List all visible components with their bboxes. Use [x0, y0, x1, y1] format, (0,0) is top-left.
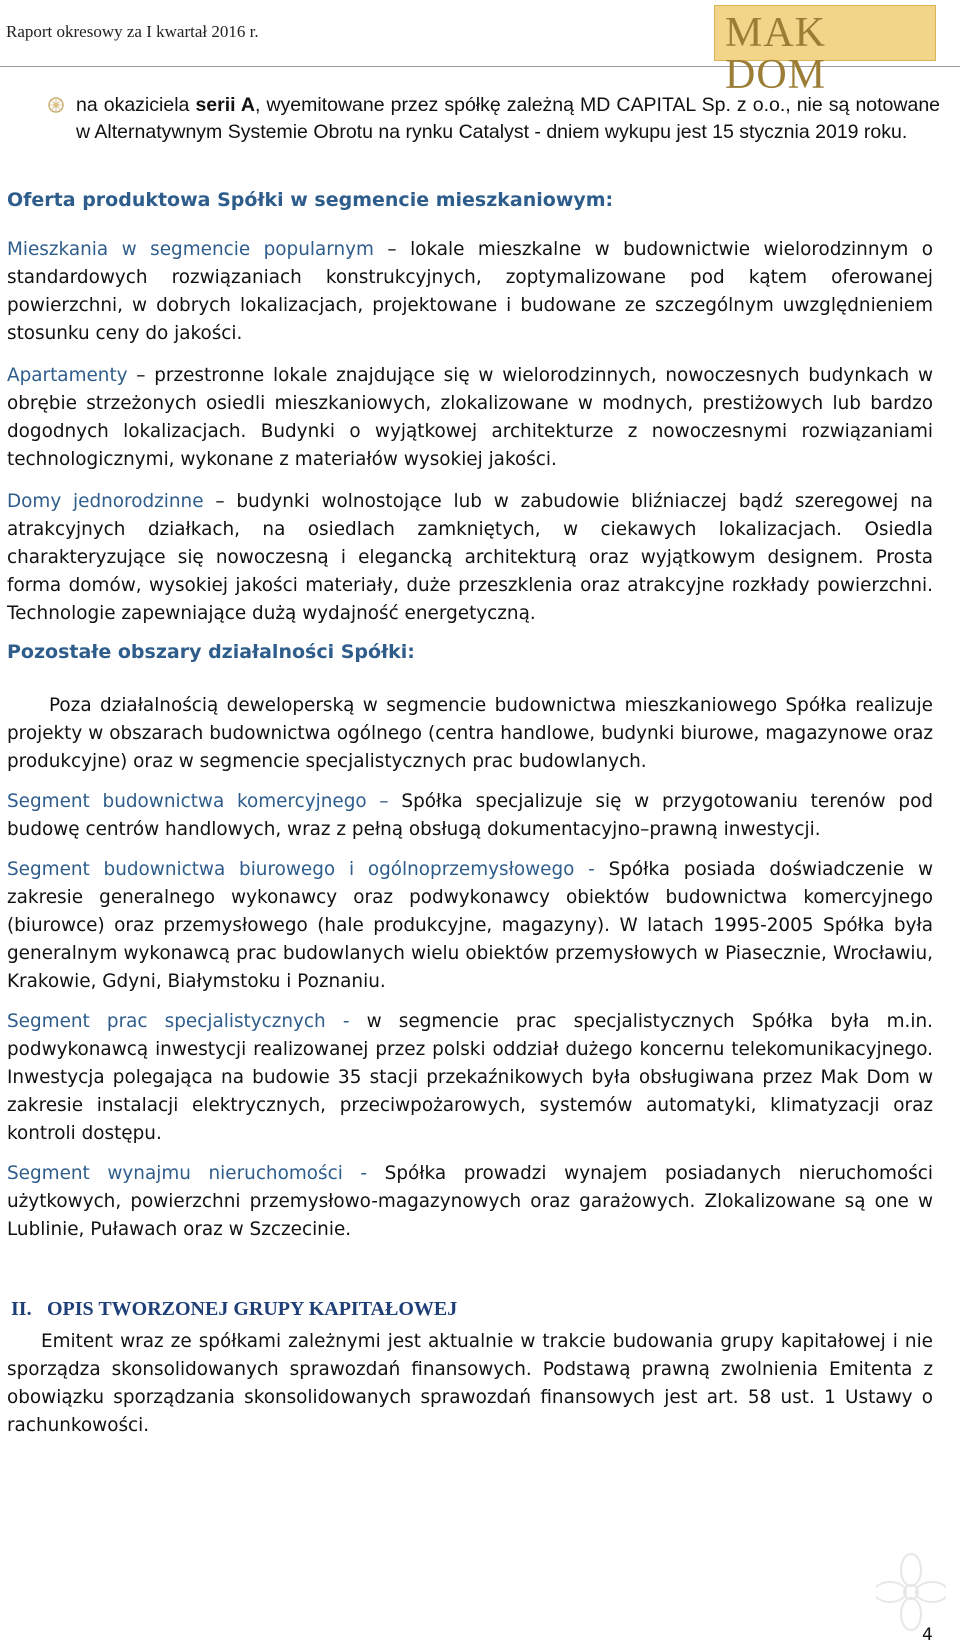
page-header	[0, 0, 960, 98]
page-content	[7, 92, 941, 1440]
offer-item-label: Apartamenty	[7, 365, 128, 386]
offer-item-text: – lokale mieszkalne w budownictwie wielorodzinnym o standardowych rozwiązaniach konstrukcyjnych, zoptymalizowane pod kątem oferowanej powierzchni, w dobrych lokalizacjach, projektowane i budowane ze szczególnym uwzględnieniem stosunku ceny do jakości.	[7, 239, 933, 344]
other-activities-heading: Pozostałe obszary działalności Spółki:	[7, 641, 415, 663]
offer-item	[7, 488, 933, 628]
offer-item-label: Mieszkania w segmencie popularnym	[7, 239, 374, 260]
report-title: Raport okresowy za I kwartał 2016 r.	[6, 22, 259, 41]
flower-bullet-icon	[47, 96, 65, 114]
section-body: Emitent wraz ze spółkami zależnymi jest aktualnie w trakcie budowania grupy kapitałowej i nie sporządza skonsolidowanych sprawozdań finansowych. Podstawą prawną zwolnienia Emitenta z obowiązku sporządzania skonsolidowanych sprawozdań finansowych jest art. 58 ust. 1 Ustawy o rachunkowości.	[7, 1331, 933, 1436]
segment-label: Segment budownictwa biurowego i ogólnoprzemysłowego -	[7, 859, 595, 880]
segment-text: Spółka specjalizuje się w przygotowaniu terenów pod budowę centrów handlowych, wraz z pełną obsługą dokumentacyjno–prawną inwestycji.	[7, 791, 933, 840]
segment-item	[7, 788, 933, 844]
company-logo	[714, 5, 936, 98]
segment-item	[7, 1160, 933, 1244]
decorative-flower-icon	[876, 1552, 946, 1632]
segment-label: Segment wynajmu nieruchomości -	[7, 1163, 368, 1184]
segment-item	[7, 1008, 933, 1148]
offer-heading: Oferta produktowa Spółki w segmencie mieszkaniowym:	[7, 189, 614, 211]
offer-item	[7, 236, 933, 348]
section-number: II.	[11, 1298, 32, 1320]
segment-text: w segmencie prac specjalistycznych Spółka była m.in. podwykonawcą inwestycji realizowanej przez polski oddział dużego koncernu telekomunikacyjnego. Inwestycja polegająca na budowie 35 stacji przekaźnikowych była obsługiwana przez Mak Dom w zakresie instalacji elektrycznych, przeciwpożarowych, systemów automatyki, klimatyzacji oraz kontroli dostępu.	[7, 1011, 933, 1144]
segment-label: Segment budownictwa komercyjnego –	[7, 791, 389, 812]
intro-bullet	[14, 92, 940, 146]
section-title: OPIS TWORZONEJ GRUPY KAPITAŁOWEJ	[47, 1298, 458, 1320]
segment-item	[7, 856, 933, 996]
logo-text: MAK DOM	[725, 10, 827, 98]
segment-text: Spółka posiada doświadczenie w zakresie generalnego wykonawcy oraz podwykonawcy obiektów budownictwa komercyjnego (biurowce) oraz przemysłowego (hale produkcyjne, magazyny). W latach 1995-2005 Spółka była generalnym wykonawcą prac budowlanych wielu obiektów przemysłowych w Piasecznie, Wrocławiu, Krakowie, Gdyni, Białymstoku i Poznaniu.	[7, 859, 933, 992]
offer-item-text: – budynki wolnostojące lub w zabudowie bliźniaczej bądź szeregowej na atrakcyjnych działkach, na osiedlach zamkniętych, w ciekawych lokalizacjach. Osiedla charakteryzujące się nowoczesną i elegancką architekturą oraz wyjątkowym designem. Prosta forma domów, wysokiej jakości materiały, duże przeszklenia oraz atrakcyjne rozkłady powierzchni. Technologie zapewniające dużą wydajność energetyczną.	[7, 491, 933, 624]
intro-bullet-pre: na okaziciela	[76, 94, 196, 116]
offer-item	[7, 362, 933, 474]
page-number: 4	[922, 1625, 933, 1645]
offer-item-text: – przestronne lokale znajdujące się w wielorodzinnych, nowoczesnych budynkach w obrębie strzeżonych osiedli mieszkaniowych, zlokalizowane w modnych, prestiżowych lub bardzo dogodnych lokalizacjach. Budynki o wyjątkowej architekturze z nowoczesnymi rozwiązaniami technologicznymi, wykonane z materiałów wysokiej jakości.	[7, 365, 933, 470]
other-activities-intro: Poza działalnością deweloperską w segmencie budownictwa mieszkaniowego Spółka realizuje projekty w obszarach budownictwa ogólnego (centra handlowe, budynki biurowe, magazynowe oraz produkcyjne) oraz w segmencie specjalistycznych prac budowlanych.	[7, 695, 933, 772]
intro-bullet-post: , wyemitowane przez spółkę zależną MD CAPITAL Sp. z o.o., nie są notowane w Alternatywnym Systemie Obrotu na rynku Catalyst - dniem wykupu jest 15 stycznia 2019 roku.	[76, 94, 941, 143]
segment-label: Segment prac specjalistycznych -	[7, 1011, 350, 1032]
segment-text: Spółka prowadzi wynajem posiadanych nieruchomości użytkowych, powierzchni przemysłowo-magazynowych oraz garażowych. Zlokalizowane są one w Lublinie, Puławach oraz w Szczecinie.	[7, 1163, 933, 1240]
intro-bullet-bold: serii A	[195, 94, 255, 116]
offer-item-label: Domy jednorodzinne	[7, 491, 204, 512]
intro-bullet-text	[76, 92, 940, 146]
section-heading	[11, 1296, 933, 1322]
